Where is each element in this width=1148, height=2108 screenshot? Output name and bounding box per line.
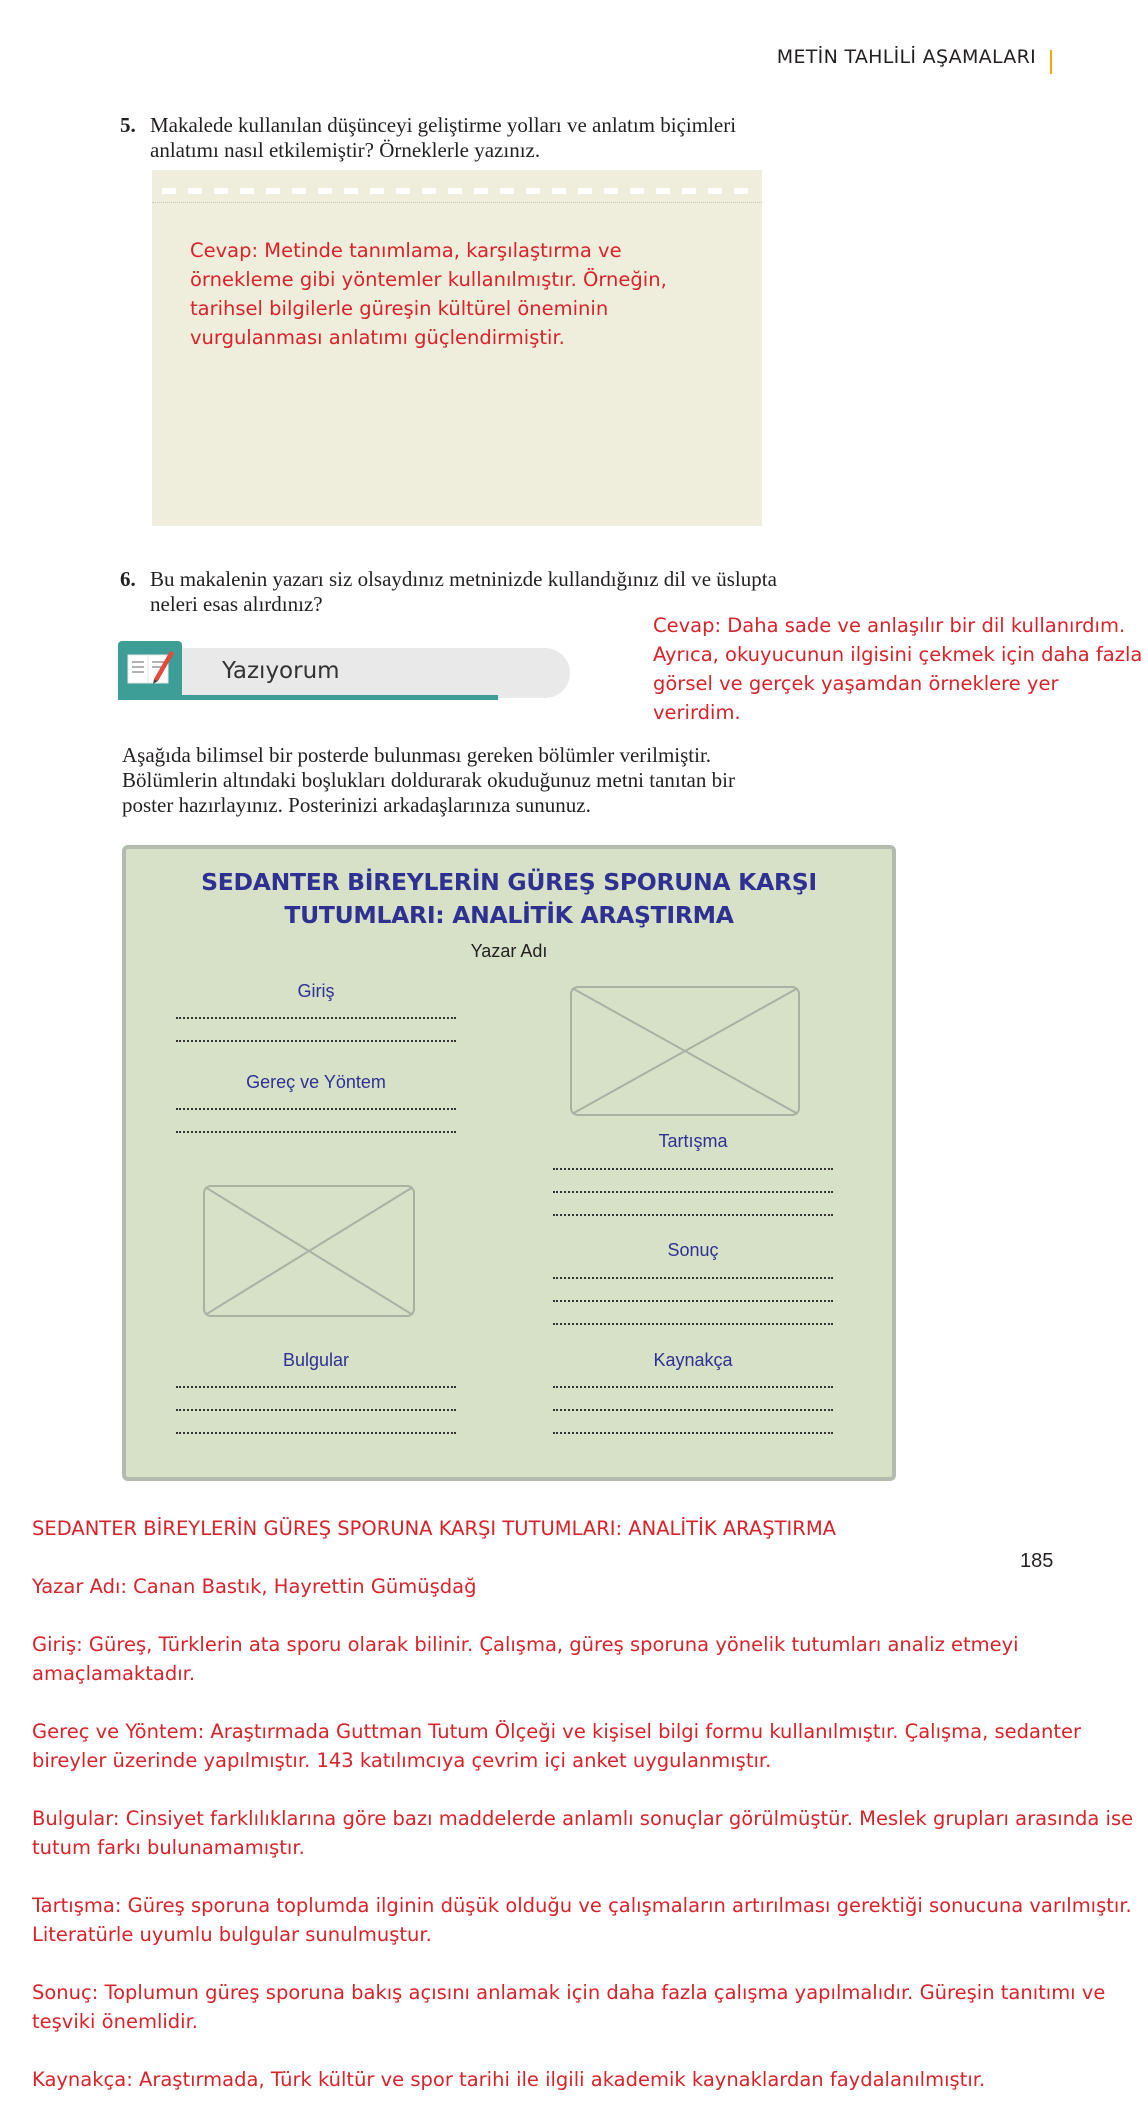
poster-author-label: Yazar Adı bbox=[470, 941, 548, 961]
pen-and-book-icon bbox=[118, 641, 182, 699]
fill-line[interactable] bbox=[553, 1432, 833, 1434]
fill-line[interactable] bbox=[176, 1386, 456, 1388]
answer-6-line-1: Cevap: Daha sade ve anlaşılır bir dil kullanırdım. bbox=[653, 614, 1126, 637]
notepad-dash-row bbox=[162, 188, 752, 194]
section-banner bbox=[118, 648, 570, 698]
page-number: 185 bbox=[1020, 1550, 1054, 1572]
answer-5-line-3: tarihsel bilgilerle güreşin kültürel öneminin bbox=[190, 297, 609, 320]
filled-bulgular-line-2: tutum farkı bulunamamıştır. bbox=[32, 1836, 305, 1859]
filled-author: Yazar Adı: Canan Bastık, Hayrettin Gümüşdağ bbox=[32, 1575, 477, 1598]
filled-sonuc-line-1: Sonuç: Toplumun güreş sporuna bakış açısını anlamak için daha fazla çalışma yapılmalıdır. Güreşin tanıtımı ve bbox=[32, 1981, 1106, 2004]
image-placeholder-right bbox=[570, 986, 800, 1116]
answer-5-line-4: vurgulanması anlatımı güçlendirmiştir. bbox=[190, 326, 565, 349]
fill-line[interactable] bbox=[553, 1300, 833, 1302]
poster-section-kaynakca: Kaynakça bbox=[653, 1350, 733, 1370]
filled-gerec-line-2: bireyler üzerinde yapılmıştır. 143 katılımcıya çevrim içi anket uygulanmıştır. bbox=[32, 1749, 772, 1772]
filled-tartisma-line-2: Literatürle uyumlu bulgular sunulmuştur. bbox=[32, 1923, 432, 1946]
question-6-number: 6. bbox=[120, 567, 136, 591]
answer-5-line-2: örnekleme gibi yöntemler kullanılmıştır. Örneğin, bbox=[190, 268, 667, 291]
filled-title: SEDANTER BİREYLERİN GÜREŞ SPORUNA KARŞI TUTUMLARI: ANALİTİK ARAŞTIRMA bbox=[32, 1517, 837, 1540]
image-placeholder-left bbox=[203, 1185, 415, 1317]
poster-section-sonuc: Sonuç bbox=[667, 1240, 719, 1260]
fill-line[interactable] bbox=[553, 1386, 833, 1388]
question-6-line-2: neleri esas alırdınız? bbox=[150, 592, 323, 616]
filled-bulgular-line-1: Bulgular: Cinsiyet farklılıklarına göre bazı maddelerde anlamlı sonuçlar görülmüştür. Meslek grupları arasında ise bbox=[32, 1807, 1134, 1830]
filled-tartisma-line-1: Tartışma: Güreş sporuna toplumda ilginin düşük olduğu ve çalışmaların artırılması gerektiği sonucuna varılmıştır. bbox=[32, 1894, 1132, 1917]
fill-line[interactable] bbox=[176, 1432, 456, 1434]
page-header-title: METİN TAHLİLİ AŞAMALARI bbox=[776, 46, 1036, 68]
instruction-line-3: poster hazırlayınız. Posterinizi arkadaşlarınıza sununuz. bbox=[122, 793, 591, 817]
filled-giris-line-2: amaçlamaktadır. bbox=[32, 1662, 196, 1685]
poster-title bbox=[122, 866, 896, 932]
fill-line[interactable] bbox=[553, 1214, 833, 1216]
answer-6-line-2: Ayrıca, okuyucunun ilgisini çekmek için daha fazla bbox=[653, 643, 1143, 666]
fill-line[interactable] bbox=[553, 1409, 833, 1411]
fill-line[interactable] bbox=[176, 1131, 456, 1133]
answer-6-line-3: görsel ve gerçek yaşamdan örneklere yer verirdim. bbox=[653, 672, 1059, 724]
fill-line[interactable] bbox=[553, 1323, 833, 1325]
fill-line[interactable] bbox=[176, 1409, 456, 1411]
header-accent-bar bbox=[1050, 50, 1052, 74]
filled-giris-line-1: Giriş: Güreş, Türklerin ata sporu olarak bilinir. Çalışma, güreş sporuna yönelik tutumları analiz etmeyi bbox=[32, 1633, 1019, 1656]
poster-section-gerec: Gereç ve Yöntem bbox=[246, 1072, 386, 1092]
filled-gerec-line-1: Gereç ve Yöntem: Araştırmada Guttman Tutum Ölçeği ve kişisel bilgi formu kullanılmıştır. Çalışma, sedanter bbox=[32, 1720, 1082, 1743]
poster-section-tartisma: Tartışma bbox=[658, 1131, 728, 1151]
question-6-line-1: Bu makalenin yazarı siz olsaydınız metninizde kullandığınız dil ve üslupta bbox=[150, 567, 777, 591]
instruction-line-2: Bölümlerin altındaki boşlukları doldurarak okuduğunuz metni tanıtan bir bbox=[122, 768, 735, 792]
fill-line[interactable] bbox=[176, 1040, 456, 1042]
fill-line[interactable] bbox=[553, 1191, 833, 1193]
question-5-number: 5. bbox=[120, 113, 136, 137]
poster-section-giris: Giriş bbox=[297, 981, 335, 1001]
filled-kaynakca: Kaynakça: Araştırmada, Türk kültür ve spor tarihi ile ilgili akademik kaynaklardan faydalanılmıştır. bbox=[32, 2068, 986, 2091]
poster-title-line-2: TUTUMLARI: ANALİTİK ARAŞTIRMA bbox=[284, 901, 734, 929]
question-5-line-2: anlatımı nasıl etkilemiştir? Örneklerle yazınız. bbox=[150, 138, 541, 162]
poster-title-line-1: SEDANTER BİREYLERİN GÜREŞ SPORUNA KARŞI bbox=[201, 868, 817, 896]
question-5-line-1: Makalede kullanılan düşünceyi geliştirme yolları ve anlatım biçimleri bbox=[150, 113, 737, 137]
instruction-line-1: Aşağıda bilimsel bir posterde bulunması gereken bölümler verilmiştir. bbox=[122, 743, 712, 767]
poster-section-bulgular: Bulgular bbox=[282, 1350, 350, 1370]
answer-5-line-1: Cevap: Metinde tanımlama, karşılaştırma ve bbox=[190, 239, 622, 262]
section-title: Yazıyorum bbox=[222, 658, 340, 684]
notepad-dotted-line bbox=[152, 202, 762, 203]
fill-line[interactable] bbox=[553, 1168, 833, 1170]
fill-line[interactable] bbox=[176, 1108, 456, 1110]
fill-line[interactable] bbox=[176, 1017, 456, 1019]
fill-line[interactable] bbox=[553, 1277, 833, 1279]
filled-sonuc-line-2: teşviki önemlidir. bbox=[32, 2010, 199, 2033]
